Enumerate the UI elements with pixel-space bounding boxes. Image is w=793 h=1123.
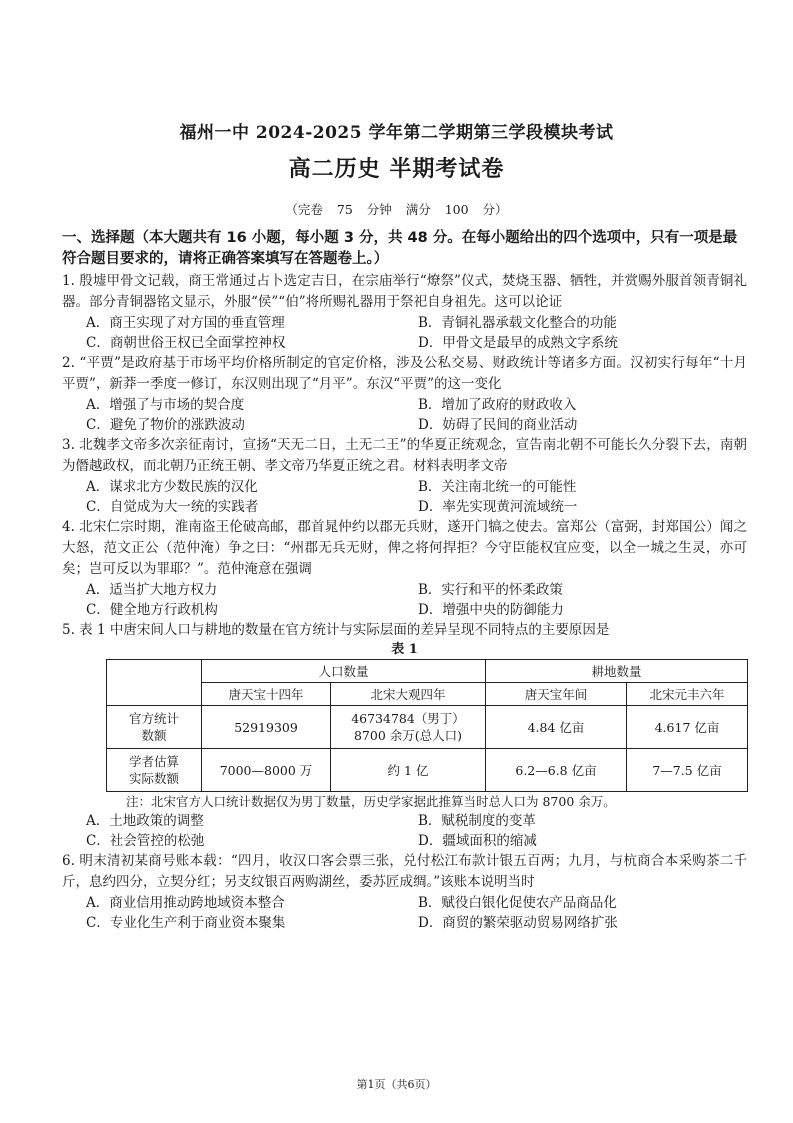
option-c: C．健全地方行政机构 [86, 602, 218, 618]
option-list [86, 893, 747, 933]
table-row-label [107, 706, 202, 749]
table-cell: 4.617 亿亩 [627, 706, 748, 749]
table-row [107, 749, 748, 792]
option-a: A．谋求北方少数民族的汉化 [86, 479, 258, 495]
table-cell: 约 1 亿 [331, 749, 486, 792]
table-col-header: 唐天宝十四年 [202, 683, 331, 706]
exam-title: 福州一中 2024-2025 学年第二学期第三学段模块考试 [179, 123, 614, 143]
row-label-line: 学者估算 [128, 754, 179, 769]
question-3 [62, 435, 747, 517]
option-a: A．适当扩大地方权力 [86, 582, 218, 598]
table-cell: 7—7.5 亿亩 [627, 749, 748, 792]
option-c: C．商朝世俗王权已全面掌控神权 [86, 335, 286, 351]
question-4 [62, 517, 747, 620]
exam-info: （完卷 75 分钟 满分 100 分） [285, 202, 508, 217]
table-corner-cell [107, 660, 202, 706]
question-stem: 2. “平贾”是政府基于市场平均价格所制定的官定价格，涉及公私交易、财政统计等诸多方面。汉初实行每年“十月平贾”，新莽一季度一修订，东汉则出现了“月平”。东汉“平贾”的这一变化 [62, 355, 748, 392]
table-group-land: 耕地数量 [486, 660, 748, 683]
option-d: D．疆域面积的缩减 [418, 833, 537, 849]
question-2 [62, 353, 747, 435]
question-stem: 5. 表 1 中唐宋间人口与耕地的数量在官方统计与实际层面的差异呈现不同特点的主要原因是 [62, 622, 610, 638]
question-stem: 3. 北魏孝文帝多次亲征南讨，宣扬“天无二日，土无二王”的华夏正统观念，宣告南北朝不可能长久分裂下去，南朝为僭越政权，而北朝乃正统王朝、孝文帝乃华夏正统之君。材料表明孝文帝 [62, 437, 747, 474]
section-heading: 一、选择题（本大题共有 16 小题，每小题 3 分，共 48 分。在每小题给出的四个选项中，只有一项是最符合题目要求的，请将正确答案填写在答题卷上。） [62, 230, 738, 267]
option-b: B．青铜礼器承载文化整合的功能 [418, 315, 617, 331]
option-b: B．增加了政府的财政收入 [418, 397, 577, 413]
table-note: 注：北宋官方人口统计数据仅为男丁数量，历史学家据此推算当时总人口为 8700 余万。 [126, 794, 616, 809]
option-list [86, 477, 747, 517]
table-cell: 6.2—6.8 亿亩 [486, 749, 627, 792]
option-a: A．土地政策的调整 [86, 813, 204, 829]
option-c: C．自觉成为大一统的实践者 [86, 499, 259, 515]
question-stem: 1. 殷墟甲骨文记载，商王常通过占卜选定吉日，在宗庙举行“燎祭”仪式，焚烧玉器、牺牲，并赏赐外服首领青铜礼器。部分青铜器铭文显示，外服“侯”“伯”将所赐礼器用于祭祀自身祖先。这可以论证 [62, 273, 747, 310]
option-list [86, 580, 747, 620]
row-label-line: 数额 [141, 728, 167, 743]
table-row-label [107, 749, 202, 792]
option-d: D．增强中央的防御能力 [418, 602, 564, 618]
option-list [86, 395, 747, 435]
table-cell: 52919309 [202, 706, 331, 749]
option-d: D．妨碍了民间的商业活动 [418, 417, 578, 433]
option-d: D．商贸的繁荣驱动贸易网络扩张 [418, 915, 618, 931]
table-cell: 7000—8000 万 [202, 749, 331, 792]
table-cell: 4.84 亿亩 [486, 706, 627, 749]
option-c: C．避免了物价的涨跌波动 [86, 417, 245, 433]
table-row [107, 706, 748, 749]
option-c: C．社会管控的松弛 [86, 833, 205, 849]
option-a: A．商王实现了对方国的垂直管理 [86, 315, 285, 331]
question-stem: 4. 北宋仁宗时期，淮南盗王伦破高邮，郡首晁仲约以郡无兵财，遂开门犒之使去。富郑公（富弼，封郑国公）闻之大怒，范文正公（范仲淹）争之曰：“州郡无兵无财，俾之将何捍拒？今守臣能权宜应变，以全一城之生灵，亦可矣；岂可反以为罪耶？”。范仲淹意在强调 [62, 519, 747, 577]
cell-line: 46734784（男丁） [351, 711, 465, 726]
table-caption: 表 1 [391, 642, 418, 657]
table-subheader-row [107, 683, 748, 706]
row-label-line: 官方统计 [128, 711, 179, 726]
table-group-population: 人口数量 [202, 660, 486, 683]
option-list [86, 313, 747, 353]
page-footer: 第1页（共6页） [356, 1078, 437, 1091]
option-c: C．专业化生产利于商业资本聚集 [86, 915, 286, 931]
data-table [106, 659, 748, 792]
exam-content [62, 228, 747, 933]
option-d: D．甲骨文是最早的成熟文字系统 [418, 335, 618, 351]
option-b: B．关注南北统一的可能性 [418, 479, 577, 495]
row-label-line: 实际数额 [128, 771, 179, 786]
option-b: B．实行和平的怀柔政策 [418, 582, 563, 598]
question-5 [62, 620, 747, 851]
option-b: B．赋税制度的变革 [418, 813, 536, 829]
question-6 [62, 851, 747, 933]
table-header-row [107, 660, 748, 683]
option-a: A．增强了与市场的契合度 [86, 397, 245, 413]
table-col-header: 唐天宝年间 [486, 683, 627, 706]
cell-line: 8700 余万(总人口) [353, 728, 463, 743]
table-col-header: 北宋元丰六年 [627, 683, 748, 706]
option-d: D．率先实现黄河流域统一 [418, 499, 578, 515]
paper-title: 高二历史 半期考试卷 [288, 156, 505, 182]
table-cell [331, 706, 486, 749]
table-col-header: 北宋大观四年 [331, 683, 486, 706]
question-stem: 6. 明末清初某商号账本载：“四月，收汉口客会票三张，兑付松江布款计银五百两；九月，与杭商合本采购茶二千斤，息约四分，立契分红；另支纹银百两购湖丝，委苏匠成绸。”该账本说明当时 [62, 853, 747, 890]
option-b: B．赋役白银化促使农产品商品化 [418, 895, 617, 911]
option-a: A．商业信用推动跨地域资本整合 [86, 895, 285, 911]
option-list [86, 811, 747, 851]
question-1 [62, 271, 747, 353]
